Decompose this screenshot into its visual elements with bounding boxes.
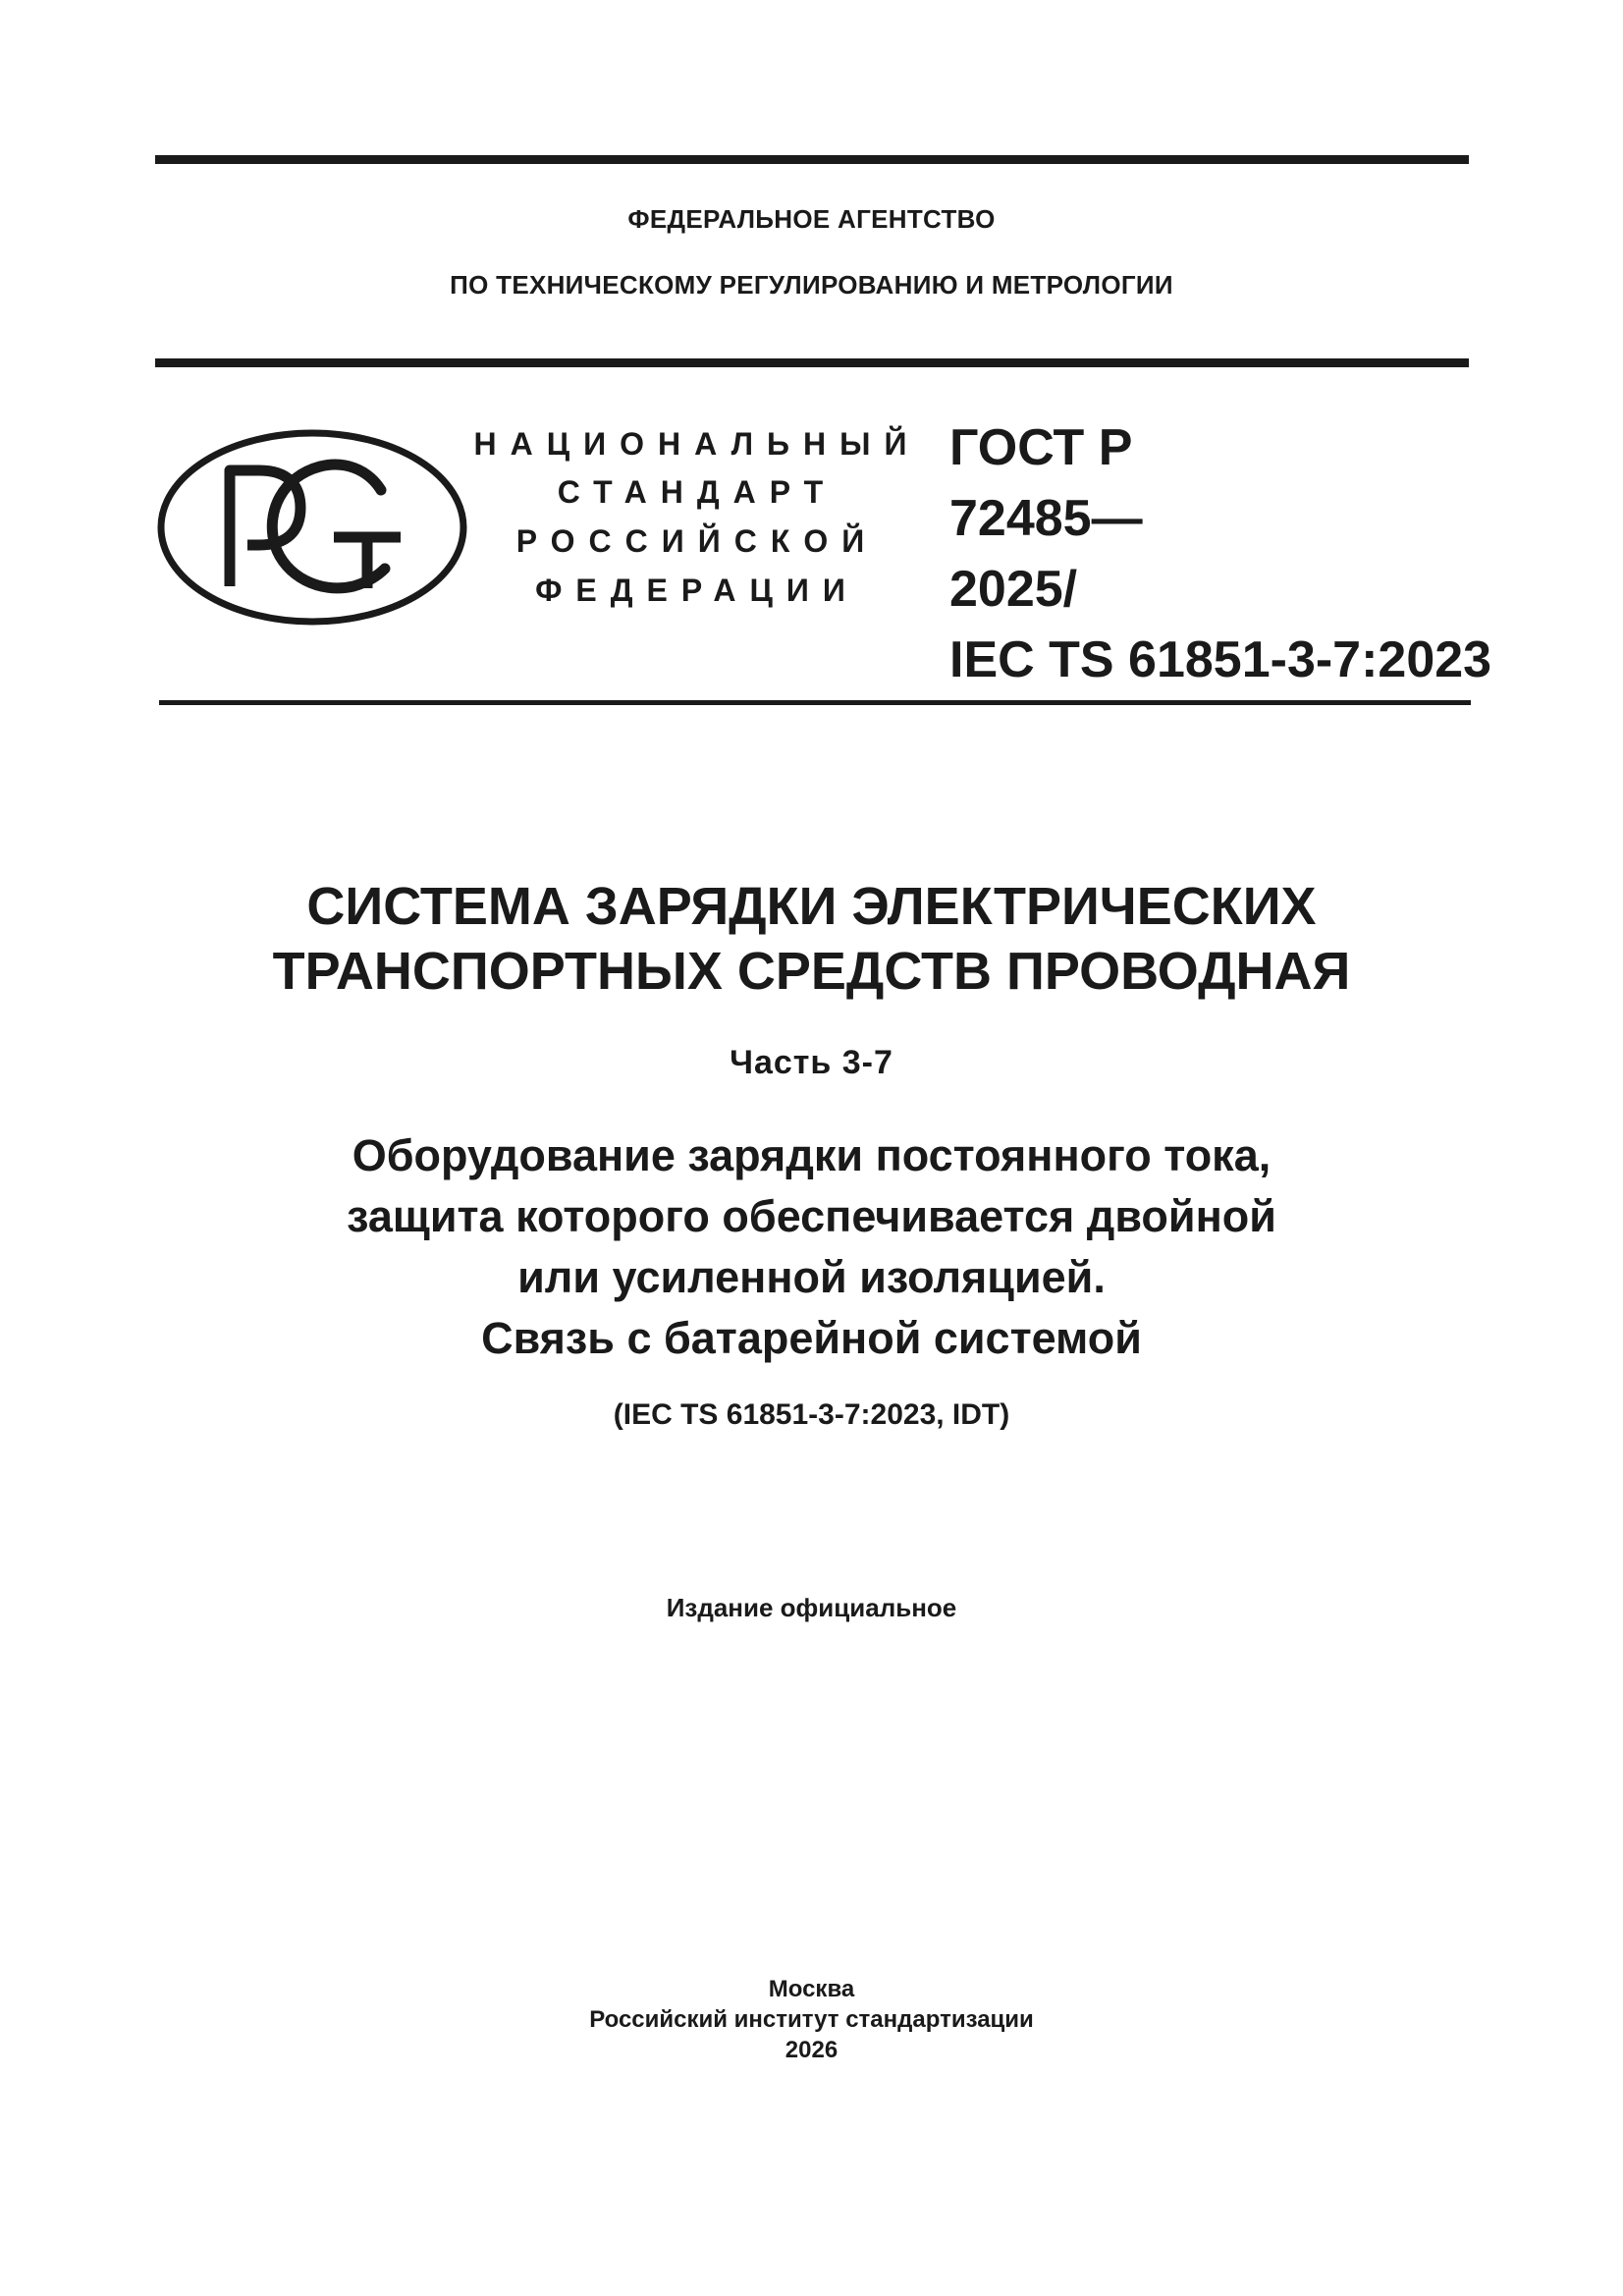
agency-line-1: ФЕДЕРАЛЬНОЕ АГЕНТСТВО xyxy=(627,204,996,234)
designation-line-4: IEC TS 61851-3-7:2023 xyxy=(949,631,1492,688)
document-subtitle xyxy=(0,1125,1623,1369)
equivalence-note: (IEC TS 61851-3-7:2023, IDT) xyxy=(613,1398,1010,1431)
bottom-rule xyxy=(159,700,1471,705)
agency-line-2: ПО ТЕХНИЧЕСКОМУ РЕГУЛИРОВАНИЮ И МЕТРОЛОГИИ xyxy=(450,270,1173,300)
standard-designation xyxy=(949,412,1491,695)
document-title xyxy=(0,874,1623,1004)
designation-line-2: 72485— xyxy=(949,490,1143,547)
title-line-1: СИСТЕМА ЗАРЯДКИ ЭЛЕКТРИЧЕСКИХ xyxy=(306,877,1317,936)
imprint-year: 2026 xyxy=(784,2037,839,2063)
standard-type-line-2: СТАНДАРТ xyxy=(557,474,838,510)
standard-type-line-4: ФЕДЕРАЦИИ xyxy=(535,573,859,608)
rst-mark-icon xyxy=(157,429,467,626)
imprint-publisher: Российский институт стандартизации xyxy=(589,2006,1034,2033)
designation-line-1: ГОСТ Р xyxy=(949,419,1133,476)
subtitle-line-3: или усиленной изоляцией. xyxy=(517,1252,1106,1302)
standard-type-line-3: РОССИЙСКОЙ xyxy=(515,523,879,559)
subtitle-line-4: Связь с батарейной системой xyxy=(481,1313,1142,1363)
part-number: Часть 3-7 xyxy=(730,1044,893,1081)
designation-line-3: 2025/ xyxy=(949,561,1078,618)
edition-note: Издание официальное xyxy=(666,1593,957,1622)
subtitle-line-2: защита которого обеспечивается двойной xyxy=(347,1191,1276,1241)
imprint-city: Москва xyxy=(768,1976,855,2002)
middle-rule xyxy=(155,358,1469,367)
subtitle-line-1: Оборудование зарядки постоянного тока, xyxy=(352,1130,1271,1180)
title-line-2: ТРАНСПОРТНЫХ СРЕДСТВ ПРОВОДНАЯ xyxy=(272,942,1351,1001)
top-rule xyxy=(155,155,1469,164)
imprint xyxy=(0,1974,1623,2065)
standard-type-line-1: НАЦИОНАЛЬНЫЙ xyxy=(473,426,921,462)
